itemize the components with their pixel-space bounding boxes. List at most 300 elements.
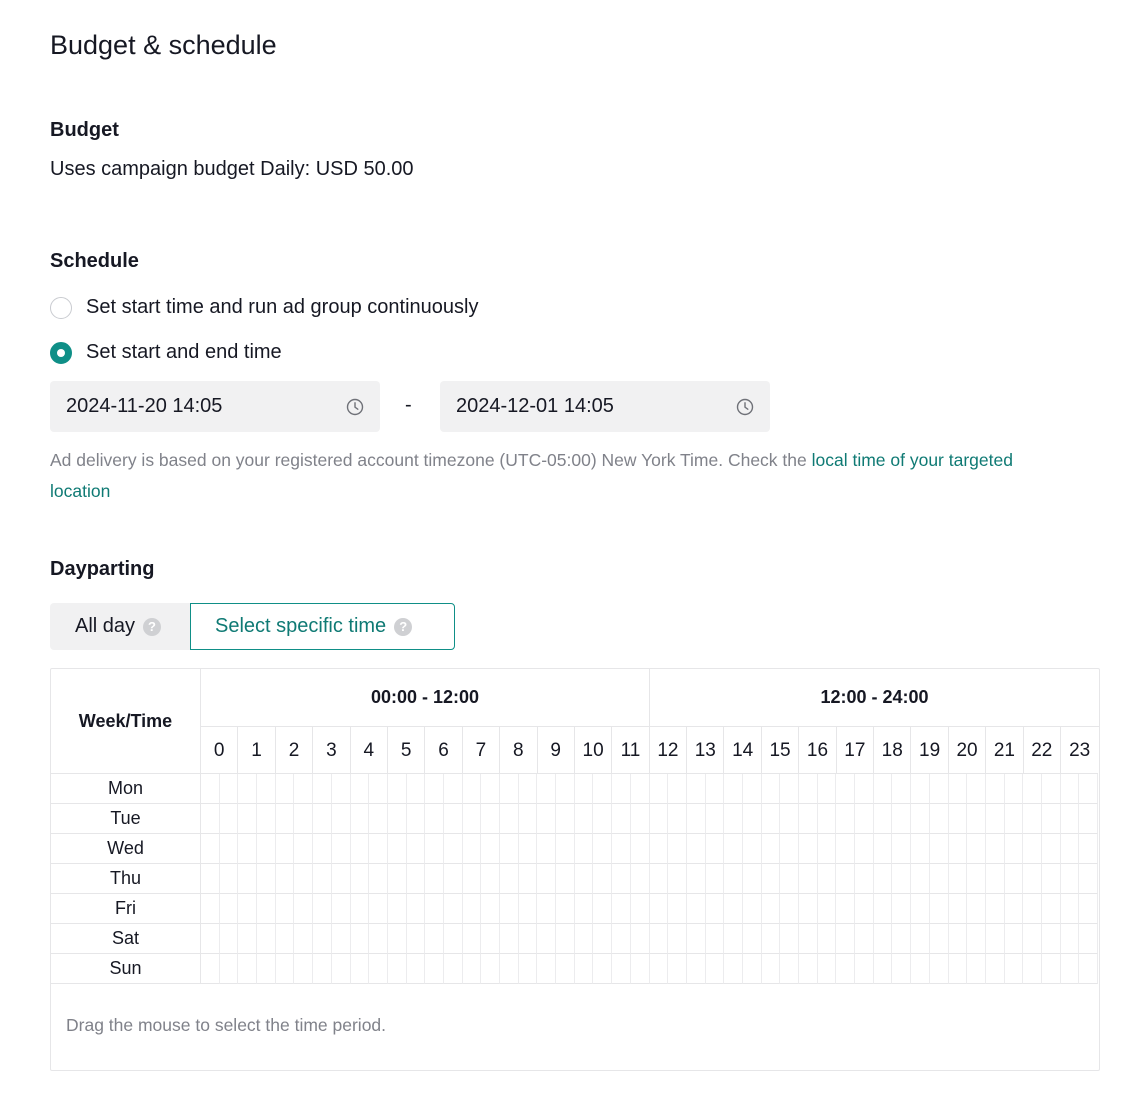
time-slot-cell[interactable]: [425, 954, 444, 984]
time-slot-cell[interactable]: [799, 834, 818, 864]
time-slot-cell[interactable]: [986, 894, 1005, 924]
time-slot-cell[interactable]: [967, 834, 986, 864]
time-slot-cell[interactable]: [201, 864, 220, 894]
time-slot-cell[interactable]: [481, 774, 500, 804]
question-icon[interactable]: ?: [143, 618, 161, 636]
time-slot-cell[interactable]: [313, 894, 332, 924]
time-slot-cell[interactable]: [818, 924, 837, 954]
time-slot-cell[interactable]: [724, 864, 743, 894]
end-time-input[interactable]: [440, 381, 770, 432]
time-slot-cell[interactable]: [780, 954, 799, 984]
time-slot-cell[interactable]: [313, 924, 332, 954]
time-slot-cell[interactable]: [294, 864, 313, 894]
time-slot-cell[interactable]: [575, 954, 594, 984]
time-slot-cell[interactable]: [537, 834, 556, 864]
time-slot-cell[interactable]: [855, 894, 874, 924]
radio-start-end-circle[interactable]: [50, 342, 72, 364]
time-slot-cell[interactable]: [762, 894, 781, 924]
time-slot-cell[interactable]: [706, 954, 725, 984]
time-slot-cell[interactable]: [911, 804, 930, 834]
time-slot-cell[interactable]: [407, 924, 426, 954]
time-slot-cell[interactable]: [762, 924, 781, 954]
time-slot-cell[interactable]: [388, 774, 407, 804]
time-slot-cell[interactable]: [1042, 804, 1061, 834]
time-slot-cell[interactable]: [425, 864, 444, 894]
time-slot-cell[interactable]: [351, 774, 370, 804]
time-slot-cell[interactable]: [911, 774, 930, 804]
time-slot-cell[interactable]: [724, 804, 743, 834]
time-slot-cell[interactable]: [500, 834, 519, 864]
time-slot-cell[interactable]: [949, 954, 968, 984]
time-slot-cell[interactable]: [818, 774, 837, 804]
time-slot-cell[interactable]: [930, 774, 949, 804]
time-slot-cell[interactable]: [276, 804, 295, 834]
time-slot-cell[interactable]: [930, 954, 949, 984]
time-slot-cell[interactable]: [724, 894, 743, 924]
time-slot-cell[interactable]: [818, 894, 837, 924]
time-slot-cell[interactable]: [220, 864, 239, 894]
time-slot-cell[interactable]: [220, 924, 239, 954]
time-slot-cell[interactable]: [650, 774, 669, 804]
time-slot-cell[interactable]: [631, 864, 650, 894]
time-slot-cell[interactable]: [668, 954, 687, 984]
time-slot-cell[interactable]: [743, 834, 762, 864]
time-slot-cell[interactable]: [519, 924, 538, 954]
time-slot-cell[interactable]: [892, 924, 911, 954]
time-slot-cell[interactable]: [369, 864, 388, 894]
time-slot-cell[interactable]: [1061, 834, 1080, 864]
time-slot-cell[interactable]: [201, 924, 220, 954]
time-slot-cell[interactable]: [556, 864, 575, 894]
time-slot-cell[interactable]: [444, 924, 463, 954]
time-slot-cell[interactable]: [463, 894, 482, 924]
time-slot-cell[interactable]: [425, 834, 444, 864]
time-slot-cell[interactable]: [556, 894, 575, 924]
time-slot-cell[interactable]: [911, 954, 930, 984]
time-slot-cell[interactable]: [1023, 864, 1042, 894]
time-slot-cell[interactable]: [1042, 954, 1061, 984]
time-slot-cell[interactable]: [930, 924, 949, 954]
time-slot-cell[interactable]: [1005, 954, 1024, 984]
time-slot-cell[interactable]: [276, 924, 295, 954]
time-slot-cell[interactable]: [967, 954, 986, 984]
time-slot-cell[interactable]: [762, 864, 781, 894]
time-slot-cell[interactable]: [836, 924, 855, 954]
time-slot-cell[interactable]: [276, 864, 295, 894]
time-slot-cell[interactable]: [874, 924, 893, 954]
time-slot-cell[interactable]: [1005, 894, 1024, 924]
time-slot-cell[interactable]: [911, 894, 930, 924]
time-slot-cell[interactable]: [593, 894, 612, 924]
time-slot-cell[interactable]: [257, 924, 276, 954]
time-slot-cell[interactable]: [556, 954, 575, 984]
time-slot-cell[interactable]: [201, 834, 220, 864]
time-slot-cell[interactable]: [294, 954, 313, 984]
time-slot-cell[interactable]: [949, 774, 968, 804]
time-slot-cell[interactable]: [1061, 804, 1080, 834]
time-slot-cell[interactable]: [556, 924, 575, 954]
time-slot-cell[interactable]: [537, 864, 556, 894]
time-slot-cell[interactable]: [1023, 804, 1042, 834]
time-slot-cell[interactable]: [238, 894, 257, 924]
time-slot-cell[interactable]: [332, 864, 351, 894]
time-slot-cell[interactable]: [724, 774, 743, 804]
time-slot-cell[interactable]: [780, 924, 799, 954]
time-slot-cell[interactable]: [892, 894, 911, 924]
time-slot-cell[interactable]: [407, 954, 426, 984]
time-slot-cell[interactable]: [874, 954, 893, 984]
time-slot-cell[interactable]: [1005, 924, 1024, 954]
select-specific-time-button[interactable]: [190, 603, 455, 650]
time-slot-cell[interactable]: [407, 864, 426, 894]
time-slot-cell[interactable]: [892, 864, 911, 894]
time-slot-cell[interactable]: [1042, 924, 1061, 954]
time-slot-cell[interactable]: [930, 894, 949, 924]
time-slot-cell[interactable]: [238, 864, 257, 894]
time-slot-cell[interactable]: [855, 924, 874, 954]
time-slot-cell[interactable]: [556, 804, 575, 834]
time-slot-cell[interactable]: [855, 774, 874, 804]
time-slot-cell[interactable]: [743, 894, 762, 924]
time-slot-cell[interactable]: [351, 894, 370, 924]
time-slot-cell[interactable]: [519, 954, 538, 984]
time-slot-cell[interactable]: [668, 834, 687, 864]
time-slot-cell[interactable]: [892, 834, 911, 864]
time-slot-cell[interactable]: [575, 834, 594, 864]
time-slot-cell[interactable]: [762, 834, 781, 864]
time-slot-cell[interactable]: [369, 834, 388, 864]
time-slot-cell[interactable]: [631, 834, 650, 864]
time-slot-cell[interactable]: [351, 804, 370, 834]
time-slot-cell[interactable]: [463, 924, 482, 954]
time-slot-cell[interactable]: [1042, 864, 1061, 894]
time-slot-cell[interactable]: [444, 954, 463, 984]
time-slot-cell[interactable]: [949, 804, 968, 834]
time-slot-cell[interactable]: [388, 804, 407, 834]
time-slot-cell[interactable]: [818, 954, 837, 984]
time-slot-cell[interactable]: [743, 954, 762, 984]
time-slot-cell[interactable]: [612, 954, 631, 984]
time-slot-cell[interactable]: [313, 954, 332, 984]
time-slot-cell[interactable]: [519, 774, 538, 804]
time-slot-cell[interactable]: [425, 774, 444, 804]
time-slot-cell[interactable]: [575, 894, 594, 924]
time-slot-cell[interactable]: [631, 924, 650, 954]
time-slot-cell[interactable]: [874, 894, 893, 924]
time-slot-cell[interactable]: [425, 804, 444, 834]
time-slot-cell[interactable]: [481, 864, 500, 894]
time-slot-cell[interactable]: [892, 804, 911, 834]
time-slot-cell[interactable]: [855, 804, 874, 834]
time-slot-cell[interactable]: [1005, 864, 1024, 894]
time-slot-cell[interactable]: [799, 804, 818, 834]
time-slot-cell[interactable]: [949, 864, 968, 894]
time-slot-cell[interactable]: [257, 804, 276, 834]
time-slot-cell[interactable]: [388, 924, 407, 954]
time-slot-cell[interactable]: [238, 804, 257, 834]
time-slot-cell[interactable]: [687, 834, 706, 864]
time-slot-cell[interactable]: [687, 954, 706, 984]
time-slot-cell[interactable]: [575, 804, 594, 834]
time-slot-cell[interactable]: [930, 864, 949, 894]
time-slot-cell[interactable]: [425, 894, 444, 924]
time-slot-cell[interactable]: [986, 774, 1005, 804]
time-slot-cell[interactable]: [388, 834, 407, 864]
time-slot-cell[interactable]: [949, 894, 968, 924]
time-slot-cell[interactable]: [238, 954, 257, 984]
time-slot-cell[interactable]: [257, 864, 276, 894]
time-slot-cell[interactable]: [257, 894, 276, 924]
time-slot-cell[interactable]: [762, 804, 781, 834]
time-slot-cell[interactable]: [967, 774, 986, 804]
time-slot-cell[interactable]: [668, 804, 687, 834]
time-slot-cell[interactable]: [687, 774, 706, 804]
time-slot-cell[interactable]: [519, 834, 538, 864]
start-time-input[interactable]: [50, 381, 380, 432]
time-slot-cell[interactable]: [986, 924, 1005, 954]
time-slot-cell[interactable]: [799, 894, 818, 924]
time-slot-cell[interactable]: [687, 864, 706, 894]
time-slot-cell[interactable]: [407, 774, 426, 804]
time-slot-cell[interactable]: [668, 894, 687, 924]
time-slot-cell[interactable]: [743, 774, 762, 804]
time-slot-cell[interactable]: [1042, 834, 1061, 864]
time-slot-cell[interactable]: [332, 834, 351, 864]
time-slot-cell[interactable]: [724, 834, 743, 864]
time-slot-cell[interactable]: [967, 864, 986, 894]
time-slot-cell[interactable]: [986, 954, 1005, 984]
time-slot-cell[interactable]: [836, 804, 855, 834]
time-slot-cell[interactable]: [519, 864, 538, 894]
time-slot-cell[interactable]: [593, 864, 612, 894]
time-slot-cell[interactable]: [481, 804, 500, 834]
time-slot-cell[interactable]: [650, 894, 669, 924]
time-slot-cell[interactable]: [575, 864, 594, 894]
time-slot-cell[interactable]: [706, 894, 725, 924]
time-slot-cell[interactable]: [313, 834, 332, 864]
time-slot-cell[interactable]: [407, 834, 426, 864]
time-slot-cell[interactable]: [818, 834, 837, 864]
time-slot-cell[interactable]: [986, 834, 1005, 864]
time-slot-cell[interactable]: [1042, 774, 1061, 804]
time-slot-cell[interactable]: [1061, 924, 1080, 954]
time-slot-cell[interactable]: [892, 954, 911, 984]
time-slot-cell[interactable]: [351, 954, 370, 984]
time-slot-cell[interactable]: [836, 834, 855, 864]
time-slot-cell[interactable]: [1005, 804, 1024, 834]
time-slot-cell[interactable]: [201, 804, 220, 834]
time-slot-cell[interactable]: [1023, 894, 1042, 924]
time-slot-cell[interactable]: [369, 954, 388, 984]
time-slot-cell[interactable]: [743, 924, 762, 954]
time-slot-cell[interactable]: [762, 954, 781, 984]
time-slot-cell[interactable]: [500, 774, 519, 804]
time-slot-cell[interactable]: [612, 834, 631, 864]
time-slot-cell[interactable]: [650, 864, 669, 894]
time-slot-cell[interactable]: [631, 774, 650, 804]
time-slot-cell[interactable]: [930, 804, 949, 834]
time-slot-cell[interactable]: [1061, 864, 1080, 894]
time-slot-cell[interactable]: [706, 924, 725, 954]
time-slot-cell[interactable]: [463, 804, 482, 834]
time-slot-cell[interactable]: [855, 954, 874, 984]
time-slot-cell[interactable]: [351, 864, 370, 894]
time-slot-cell[interactable]: [593, 804, 612, 834]
time-slot-cell[interactable]: [332, 774, 351, 804]
time-slot-cell[interactable]: [836, 954, 855, 984]
time-slot-cell[interactable]: [818, 804, 837, 834]
time-slot-cell[interactable]: [1079, 834, 1098, 864]
time-slot-cell[interactable]: [575, 774, 594, 804]
time-slot-cell[interactable]: [519, 804, 538, 834]
time-slot-cell[interactable]: [631, 804, 650, 834]
time-slot-cell[interactable]: [276, 894, 295, 924]
time-slot-cell[interactable]: [500, 924, 519, 954]
time-slot-cell[interactable]: [313, 804, 332, 834]
time-slot-cell[interactable]: [1079, 864, 1098, 894]
time-slot-cell[interactable]: [687, 924, 706, 954]
time-slot-cell[interactable]: [444, 774, 463, 804]
time-slot-cell[interactable]: [762, 774, 781, 804]
time-slot-cell[interactable]: [780, 864, 799, 894]
time-slot-cell[interactable]: [836, 894, 855, 924]
time-slot-cell[interactable]: [276, 954, 295, 984]
time-slot-cell[interactable]: [481, 924, 500, 954]
time-slot-cell[interactable]: [332, 894, 351, 924]
time-slot-cell[interactable]: [631, 894, 650, 924]
time-slot-cell[interactable]: [724, 924, 743, 954]
time-slot-cell[interactable]: [500, 954, 519, 984]
radio-start-end[interactable]: [50, 341, 282, 364]
time-slot-cell[interactable]: [706, 864, 725, 894]
time-slot-cell[interactable]: [1079, 954, 1098, 984]
time-slot-cell[interactable]: [313, 864, 332, 894]
time-slot-cell[interactable]: [967, 804, 986, 834]
time-slot-cell[interactable]: [313, 774, 332, 804]
time-slot-cell[interactable]: [668, 924, 687, 954]
time-slot-cell[interactable]: [1005, 774, 1024, 804]
time-slot-cell[interactable]: [706, 774, 725, 804]
time-slot-cell[interactable]: [1061, 774, 1080, 804]
time-slot-cell[interactable]: [201, 954, 220, 984]
time-slot-cell[interactable]: [537, 954, 556, 984]
time-slot-cell[interactable]: [780, 804, 799, 834]
time-slot-cell[interactable]: [1079, 804, 1098, 834]
time-slot-cell[interactable]: [201, 774, 220, 804]
time-slot-cell[interactable]: [874, 774, 893, 804]
local-time-link[interactable]: local time of your targeted location: [50, 450, 1013, 501]
time-slot-cell[interactable]: [351, 924, 370, 954]
time-slot-cell[interactable]: [949, 924, 968, 954]
time-slot-cell[interactable]: [575, 924, 594, 954]
time-slot-cell[interactable]: [463, 774, 482, 804]
time-slot-cell[interactable]: [780, 894, 799, 924]
time-slot-cell[interactable]: [276, 774, 295, 804]
time-slot-cell[interactable]: [593, 834, 612, 864]
time-slot-cell[interactable]: [556, 774, 575, 804]
time-slot-cell[interactable]: [593, 954, 612, 984]
time-slot-cell[interactable]: [836, 774, 855, 804]
time-slot-cell[interactable]: [911, 864, 930, 894]
time-slot-cell[interactable]: [855, 834, 874, 864]
time-slot-cell[interactable]: [201, 894, 220, 924]
time-slot-cell[interactable]: [500, 804, 519, 834]
time-slot-cell[interactable]: [500, 894, 519, 924]
time-slot-cell[interactable]: [911, 834, 930, 864]
time-slot-cell[interactable]: [220, 834, 239, 864]
time-slot-cell[interactable]: [407, 804, 426, 834]
time-slot-cell[interactable]: [855, 864, 874, 894]
time-slot-cell[interactable]: [650, 924, 669, 954]
time-slot-cell[interactable]: [294, 774, 313, 804]
time-slot-cell[interactable]: [369, 894, 388, 924]
time-slot-cell[interactable]: [294, 834, 313, 864]
time-slot-cell[interactable]: [463, 954, 482, 984]
time-slot-cell[interactable]: [388, 864, 407, 894]
time-slot-cell[interactable]: [220, 774, 239, 804]
time-slot-cell[interactable]: [818, 864, 837, 894]
time-slot-cell[interactable]: [1023, 834, 1042, 864]
time-slot-cell[interactable]: [1061, 954, 1080, 984]
time-slot-cell[interactable]: [1023, 924, 1042, 954]
time-slot-cell[interactable]: [836, 864, 855, 894]
time-slot-cell[interactable]: [463, 864, 482, 894]
time-slot-cell[interactable]: [332, 804, 351, 834]
radio-continuous-circle[interactable]: [50, 297, 72, 319]
time-slot-cell[interactable]: [911, 924, 930, 954]
time-slot-cell[interactable]: [612, 864, 631, 894]
time-slot-cell[interactable]: [668, 864, 687, 894]
time-slot-cell[interactable]: [481, 954, 500, 984]
time-slot-cell[interactable]: [874, 864, 893, 894]
time-slot-cell[interactable]: [332, 924, 351, 954]
time-slot-cell[interactable]: [388, 894, 407, 924]
time-slot-cell[interactable]: [332, 954, 351, 984]
time-slot-cell[interactable]: [799, 774, 818, 804]
time-slot-cell[interactable]: [444, 894, 463, 924]
time-slot-cell[interactable]: [650, 954, 669, 984]
time-slot-cell[interactable]: [1079, 774, 1098, 804]
time-slot-cell[interactable]: [706, 804, 725, 834]
time-slot-cell[interactable]: [481, 894, 500, 924]
time-slot-cell[interactable]: [612, 924, 631, 954]
time-slot-cell[interactable]: [1005, 834, 1024, 864]
time-slot-cell[interactable]: [220, 894, 239, 924]
time-slot-cell[interactable]: [294, 894, 313, 924]
time-slot-cell[interactable]: [650, 804, 669, 834]
time-slot-cell[interactable]: [743, 864, 762, 894]
time-slot-cell[interactable]: [238, 924, 257, 954]
time-slot-cell[interactable]: [1023, 774, 1042, 804]
time-slot-cell[interactable]: [612, 774, 631, 804]
time-slot-cell[interactable]: [388, 954, 407, 984]
time-slot-cell[interactable]: [238, 774, 257, 804]
time-slot-cell[interactable]: [481, 834, 500, 864]
time-slot-cell[interactable]: [1079, 924, 1098, 954]
time-slot-cell[interactable]: [631, 954, 650, 984]
time-slot-cell[interactable]: [369, 924, 388, 954]
time-slot-cell[interactable]: [257, 834, 276, 864]
question-icon[interactable]: ?: [394, 618, 412, 636]
time-slot-cell[interactable]: [294, 804, 313, 834]
time-slot-cell[interactable]: [930, 834, 949, 864]
time-slot-cell[interactable]: [612, 894, 631, 924]
radio-continuous[interactable]: [50, 296, 478, 319]
time-slot-cell[interactable]: [369, 804, 388, 834]
time-slot-cell[interactable]: [463, 834, 482, 864]
time-slot-cell[interactable]: [799, 864, 818, 894]
time-slot-cell[interactable]: [556, 834, 575, 864]
